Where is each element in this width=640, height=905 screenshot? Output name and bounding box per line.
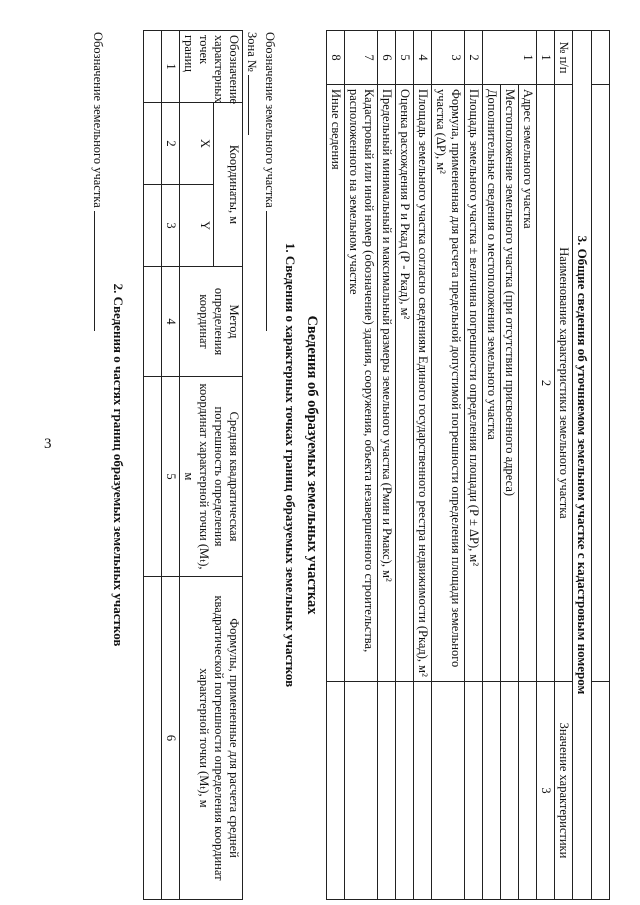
zone-line (243, 30, 261, 900)
parcel-designation-label: Обозначение земельного участка (263, 32, 278, 208)
row-value (327, 682, 345, 900)
points-colnum-row (162, 31, 180, 900)
col-header-coords: Координаты, м (214, 103, 243, 267)
row-value (501, 682, 519, 900)
col-number: 2 (537, 85, 555, 682)
row-value (345, 682, 378, 900)
row-value (519, 682, 537, 900)
rotated-form-content (0, 30, 610, 900)
section3-table (326, 30, 610, 900)
characteristic-points-table (143, 30, 243, 900)
row-value (396, 682, 414, 900)
row-value (432, 682, 465, 900)
parcel-designation-value[interactable] (266, 211, 278, 331)
section3-row (396, 31, 414, 900)
section3-row (327, 31, 345, 900)
points-empty-row (144, 31, 162, 900)
col-number: 3 (537, 682, 555, 900)
parcel-designation-value-2[interactable] (94, 211, 106, 331)
cell (144, 31, 162, 103)
page-number: 3 (44, 436, 52, 452)
row-name: Адрес земельного участка (519, 85, 537, 682)
section3-row (378, 31, 396, 900)
section3-spacer-row (592, 31, 610, 900)
cell (592, 85, 610, 682)
boundary-parts-subtitle: 2. Сведения о частях границ образуемых земельных участков (111, 283, 127, 647)
cell (144, 267, 162, 377)
zone-value[interactable] (248, 75, 260, 135)
col-number: 6 (162, 577, 180, 900)
col-header-name: Наименование характеристики земельного участка (555, 85, 573, 682)
parcel-designation-label-2: Обозначение земельного участка (91, 32, 106, 208)
parcel-designation-line (261, 30, 279, 900)
col-number: 4 (162, 267, 180, 377)
col-number: 1 (537, 31, 555, 85)
row-num: 1 (483, 31, 537, 85)
section3-row (414, 31, 432, 900)
col-number: 1 (162, 31, 180, 103)
col-header-accuracy: Средняя квадратическая погрешность определения координат характерной точки (Mₜ), м (180, 377, 243, 577)
row-name: Иные сведения (327, 85, 345, 682)
cell (144, 577, 162, 900)
zone-label: Зона № (245, 32, 260, 72)
row-name: Площадь земельного участка ± величина погрешности определения площади (Р ± ΔР), м² (465, 85, 483, 682)
section3-row (501, 31, 519, 900)
row-value (378, 682, 396, 900)
col-header-x: X (180, 103, 214, 185)
section3-title-row (573, 31, 592, 900)
parcel-designation-line-2 (89, 30, 107, 900)
cell (592, 682, 610, 900)
col-header-y: Y (180, 185, 214, 267)
row-value (414, 682, 432, 900)
col-header-value: Значение характеристики (555, 682, 573, 900)
row-num: 6 (378, 31, 396, 85)
row-name: Кадастровый или иной номер (обозначение) здания, сооружения, объекта незавершенного строительства, расположенного на земельном участке (345, 85, 378, 682)
col-header-method: Метод определения координат (180, 267, 243, 377)
row-name: Площадь земельного участка согласно сведениям Единого государственного реестра недвижимости (Ркад), м² (414, 85, 432, 682)
section3-row (465, 31, 483, 900)
col-number: 2 (162, 103, 180, 185)
row-num: 7 (345, 31, 378, 85)
col-number: 3 (162, 185, 180, 267)
row-num: 5 (396, 31, 414, 85)
col-number: 5 (162, 377, 180, 577)
section3-row (519, 31, 537, 900)
section3-row (345, 31, 378, 900)
row-num: 4 (414, 31, 432, 85)
cell (144, 377, 162, 577)
section3-title: 3. Общие сведения об уточняемом земельном участке с кадастровым номером (573, 31, 592, 900)
formed-parcels-title: Сведения об образуемых земельных участках (304, 315, 321, 615)
row-num: 8 (327, 31, 345, 85)
section3-header-row (555, 31, 573, 900)
row-name: Оценка расхождения Р и Ркад (Р - Ркад), м² (396, 85, 414, 682)
section3-row (432, 31, 465, 900)
row-name: Предельный минимальный и максимальный размеры земельного участка (Рмин и Рмакс), м² (378, 85, 396, 682)
col-header-num: № п/п (555, 31, 573, 85)
row-name: Местоположение земельного участка (при отсутствии присвоенного адреса) (501, 85, 519, 682)
cell (144, 103, 162, 185)
cell (592, 31, 610, 85)
cell (144, 185, 162, 267)
col-header-point: Обозначение характерных точек границ (180, 31, 243, 103)
section3-row (483, 31, 501, 900)
row-name: Дополнительные сведения о местоположении земельного участка (483, 85, 501, 682)
row-value (465, 682, 483, 900)
points-header-row (214, 31, 243, 900)
col-header-formulas: Формулы, примененные для расчета средней квадратической погрешности определения координат характерной точки (Mₜ), м (180, 577, 243, 900)
row-num: 2 (465, 31, 483, 85)
characteristic-points-subtitle: 1. Сведения о характерных точках границ образуемых земельных участков (283, 242, 299, 688)
section3-colnum-row (537, 31, 555, 900)
row-name: Формула, примененная для расчета предельной допустимой погрешности определения площади земельного участка (ΔР), м² (432, 85, 465, 682)
row-num: 3 (432, 31, 465, 85)
row-value (483, 682, 501, 900)
